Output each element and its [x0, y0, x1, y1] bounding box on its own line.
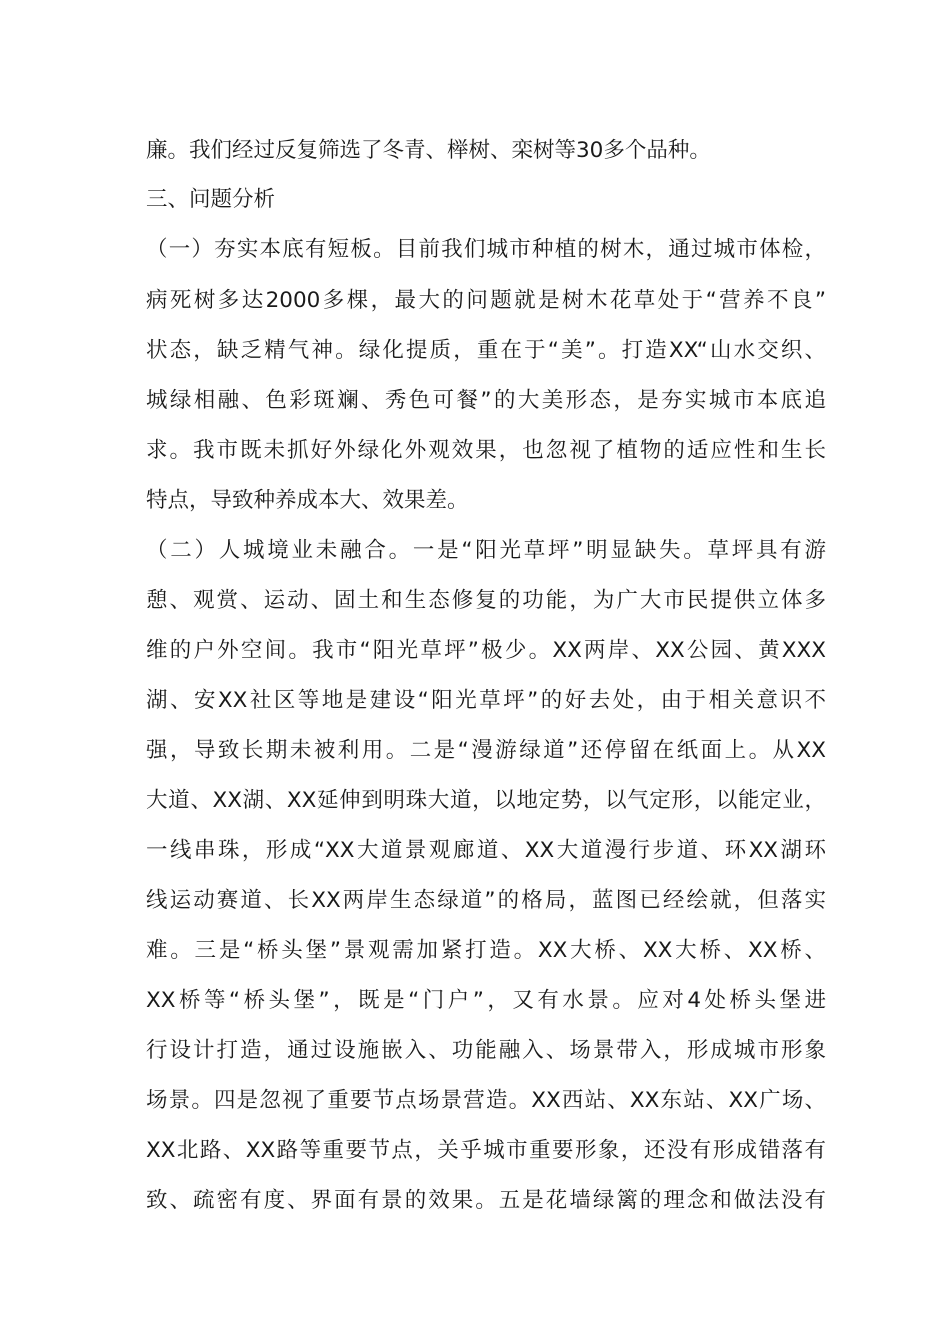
text-line-14: 大道、XX湖、XX延伸到明珠大道，以地定势，以气定形，以能定业， — [146, 788, 826, 813]
text-line-10: 憩、观赏、运动、固土和生态修复的功能，为广大市民提供立体多 — [146, 588, 826, 613]
text-line-6: 城绿相融、色彩斑斓、秀色可餐”的大美形态，是夯实城市本底追 — [146, 388, 826, 413]
text-line-18: XX桥等“桥头堡”，既是“门户”，又有水景。应对4处桥头堡进 — [146, 988, 826, 1013]
text-line-22: 致、疏密有度、界面有景的效果。五是花墙绿篱的理念和做法没有 — [146, 1188, 826, 1213]
text-line-19: 行设计打造，通过设施嵌入、功能融入、场景带入，形成城市形象 — [146, 1038, 826, 1063]
text-line-20: 场景。四是忽视了重要节点场景营造。XX西站、XX东站、XX广场、 — [146, 1088, 826, 1113]
text-line-15: 一线串珠，形成“XX大道景观廊道、XX大道漫行步道、环XX湖环 — [146, 838, 826, 863]
text-line-21: XX北路、XX路等重要节点，关乎城市重要形象，还没有形成错落有 — [146, 1138, 826, 1163]
text-line-13: 强，导致长期未被利用。二是“漫游绿道”还停留在纸面上。从XX — [146, 738, 826, 763]
text-line-16: 线运动赛道、长XX两岸生态绿道”的格局，蓝图已经绘就，但落实 — [146, 888, 826, 913]
text-line-8: 特点，导致种养成本大、效果差。 — [146, 488, 469, 513]
text-line-1: 廉。我们经过反复筛选了冬青、榉树、栾树等30多个品种。 — [146, 138, 711, 163]
text-line-7: 求。我市既未抓好外绿化外观效果，也忽视了植物的适应性和生长 — [146, 438, 826, 463]
text-line-12: 湖、安XX社区等地是建设“阳光草坪”的好去处，由于相关意识不 — [146, 688, 826, 713]
text-line-17: 难。三是“桥头堡”景观需加紧打造。XX大桥、XX大桥、XX桥、 — [146, 938, 826, 963]
text-line-4: 病死树多达2000多棵，最大的问题就是树木花草处于“营养不良” — [146, 288, 826, 313]
text-line-9: （二）人城境业未融合。一是“阳光草坪”明显缺失。草坪具有游 — [146, 538, 826, 563]
section-heading: 三、问题分析 — [146, 187, 276, 212]
text-line-5: 状态，缺乏精气神。绿化提质，重在于“美”。打造XX“山水交织、 — [146, 338, 826, 363]
text-line-3: （一）夯实本底有短板。目前我们城市种植的树木，通过城市体检， — [146, 237, 826, 262]
text-line-11: 维的户外空间。我市“阳光草坪”极少。XX两岸、XX公园、黄XXX — [146, 638, 826, 663]
